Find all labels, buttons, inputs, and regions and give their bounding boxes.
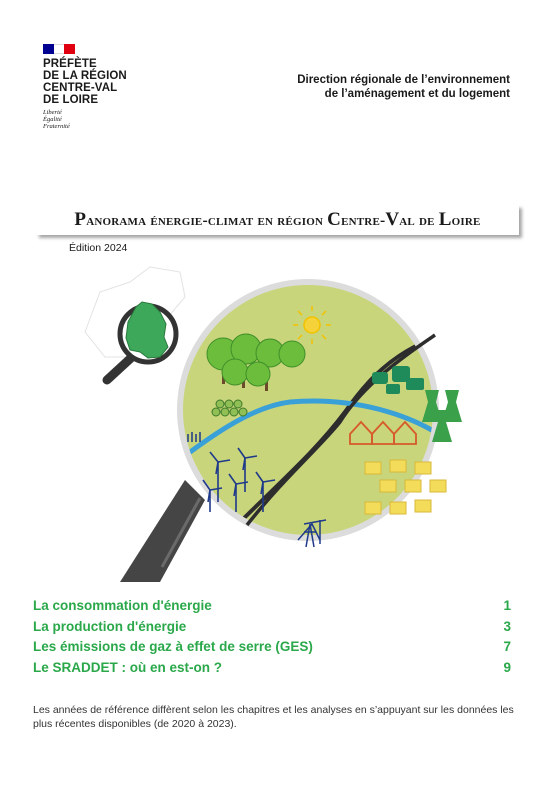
toc-item-production[interactable]: La production d'énergie 3 xyxy=(33,618,511,634)
cover-illustration xyxy=(80,262,480,582)
toc-item-consumption[interactable]: La consommation d'énergie 1 xyxy=(33,598,511,613)
page-title-text xyxy=(0,0,1,1)
prefecture-name: PRÉFÈTE DE LA RÉGION CENTRE-VAL DE LOIRE xyxy=(43,58,127,106)
edition-label: Édition 2024 xyxy=(69,242,128,254)
title-banner xyxy=(36,205,519,235)
toc-item-emissions[interactable]: Les émissions de gaz à effet de serre (GES) 7 xyxy=(33,639,511,654)
toc-item-sraddet[interactable]: Le SRADDET : où en est-on ? 9 xyxy=(33,659,511,675)
page-title: Panorama énergie-climat en région Centre-Val de Loire xyxy=(74,209,481,230)
republic-motto: Liberté Égalité Fraternité xyxy=(43,109,70,130)
prefecture-logo xyxy=(43,58,163,130)
marianne-flag-icon xyxy=(43,44,75,54)
reference-years-note: Les années de référence diffèrent selon les chapitres et les analyses en s’appuyant sur les données les plus récentes disponibles (de 2020 à 2023). xyxy=(33,704,514,730)
table-of-contents xyxy=(33,596,511,678)
dreal-name: Direction régionale de l’environnement de l’aménagement et du logement xyxy=(297,74,510,100)
